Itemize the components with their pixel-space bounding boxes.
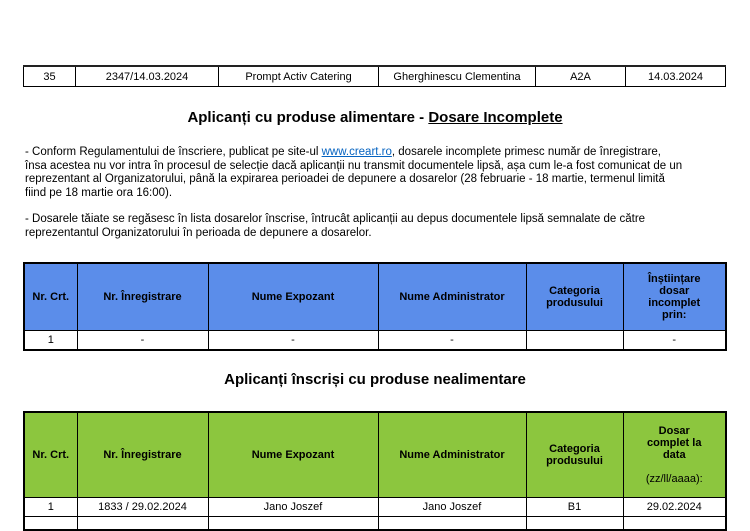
header-nume-administrator: Nume Administrator xyxy=(378,412,526,498)
creart-link[interactable]: www.creart.ro xyxy=(321,146,392,158)
header-nr-crt: Nr. Crt. xyxy=(24,263,77,331)
cell xyxy=(378,517,526,531)
header-nr-crt: Nr. Crt. xyxy=(24,412,77,498)
header-dosar-complet-main: Dosar complet la data xyxy=(647,425,702,461)
cell-nr-crt: 1 xyxy=(24,331,77,351)
cell xyxy=(526,517,623,531)
section-title-nonfood: Aplicanți înscriși cu produse nealimentare xyxy=(224,371,526,388)
cell-instiintare: - xyxy=(623,331,726,351)
nonfood-applicants-table xyxy=(23,411,727,531)
cell-nume-expozant: Jano Joszef xyxy=(208,498,378,517)
cell-nume-administrator: Jano Joszef xyxy=(378,498,526,517)
header-instiintare-dosar: Înștiințare dosar incomplet prin: xyxy=(623,263,726,331)
header-categoria-produsului: Categoria produsului xyxy=(526,412,623,498)
note-text-before-link: - Conform Regulamentului de înscriere, publicat pe site-ul xyxy=(25,146,322,158)
cell-nr-inregistrare: 1833 / 29.02.2024 xyxy=(77,498,208,517)
header-nume-expozant: Nume Expozant xyxy=(208,263,378,331)
previous-table-last-row xyxy=(23,65,726,87)
cell xyxy=(208,517,378,531)
cell-categoria xyxy=(526,331,623,351)
cell-nr-crt: 35 xyxy=(24,66,76,87)
cell xyxy=(77,517,208,531)
header-nr-inregistrare: Nr. Înregistrare xyxy=(77,412,208,498)
cell-categoria: B1 xyxy=(526,498,623,517)
cell-nr-inregistrare: - xyxy=(77,331,208,351)
header-dosar-complet xyxy=(623,412,726,498)
cell-categoria: A2A xyxy=(536,66,626,87)
cell-nume-administrator: - xyxy=(378,331,526,351)
header-categoria-produsului: Categoria produsului xyxy=(526,263,623,331)
cell xyxy=(623,517,726,531)
section-title-incomplete xyxy=(0,108,750,128)
cell-nume-expozant: Prompt Activ Catering xyxy=(219,66,379,87)
header-date-format-note: (zz/ll/aaaa): xyxy=(645,473,703,485)
incomplete-files-table xyxy=(23,262,727,351)
cell xyxy=(24,517,77,531)
header-row xyxy=(24,263,726,331)
cell-nume-expozant: - xyxy=(208,331,378,351)
cell-dosar-complet-data: 29.02.2024 xyxy=(623,498,726,517)
cell-nr-crt: 1 xyxy=(24,498,77,517)
header-nr-inregistrare: Nr. Înregistrare xyxy=(77,263,208,331)
cell-data: 14.03.2024 xyxy=(626,66,726,87)
table-row xyxy=(24,331,726,351)
note-regulation xyxy=(25,146,727,200)
table-row xyxy=(24,66,726,87)
note-crossed-files: - Dosarele tăiate se regăsesc în lista dosarelor înscrise, întrucât aplicanții au depus documentele lipsă semnalate de către reprezentantul Organizatorului în perioada de depunere a dosarelor. xyxy=(25,213,646,239)
header-nume-administrator: Nume Administrator xyxy=(378,263,526,331)
heading-text: Aplicanți cu produse alimentare - xyxy=(187,109,429,126)
heading-underlined-text: Dosare Incomplete xyxy=(428,109,563,126)
note-text-after-link: , dosarele incomplete primesc număr de înregistrare, însa acestea nu vor intra în procesul de selecție dacă aplicanții nu transmit documentele lipsă, așa cum le-a fost comunicat de un reprezentant al Organizatorului, până la expirarea perioadei de depunere a dosarelor (28 februarie - 18 martie, termenul limită fiind pe 18 martie ora 16:00). xyxy=(25,146,683,199)
cell-nume-administrator: Gherghinescu Clementina xyxy=(379,66,536,87)
table-row xyxy=(24,498,726,517)
table-row-partial xyxy=(24,517,726,531)
cell-nr-inregistrare: 2347/14.03.2024 xyxy=(76,66,219,87)
header-nume-expozant: Nume Expozant xyxy=(208,412,378,498)
header-row xyxy=(24,412,726,498)
